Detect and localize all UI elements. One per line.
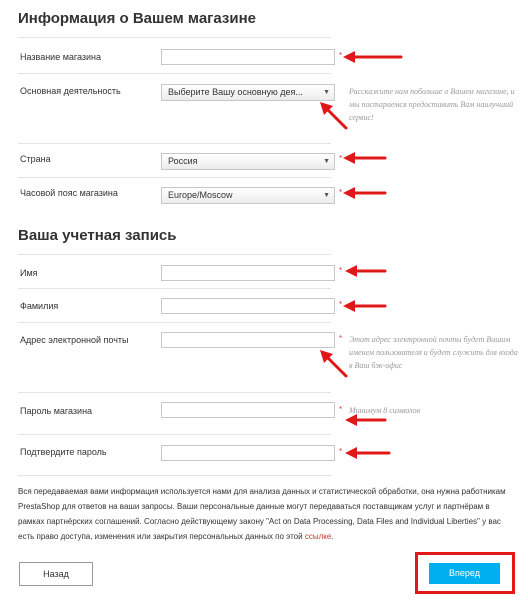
required-star: * xyxy=(339,154,343,163)
email-hint: Этот адрес электронной почты будет Вашим именем пользователя и будет служить для входа в Ваш бэк-офис xyxy=(349,335,518,370)
firstname-input[interactable] xyxy=(161,265,335,281)
privacy-notice xyxy=(18,484,513,544)
required-star: * xyxy=(339,447,343,456)
password-confirm-input[interactable] xyxy=(161,445,335,461)
red-arrow-icon xyxy=(318,100,350,132)
chevron-down-icon: ▼ xyxy=(323,192,330,199)
required-star: * xyxy=(339,334,343,343)
next-button[interactable]: Вперед xyxy=(429,563,500,584)
next-button-highlight xyxy=(415,552,515,594)
red-arrow-icon xyxy=(343,446,391,460)
activity-label: Основная деятельность xyxy=(20,86,121,96)
privacy-link[interactable]: ссылке xyxy=(304,532,332,541)
required-star: * xyxy=(339,51,343,60)
country-label: Страна xyxy=(20,154,51,164)
red-arrow-icon xyxy=(341,151,387,165)
lastname-input[interactable] xyxy=(161,298,335,314)
red-arrow-icon xyxy=(343,413,387,427)
password-hint: Минимум 8 символов xyxy=(349,406,421,415)
chevron-down-icon: ▼ xyxy=(323,158,330,165)
country-select-value: Россия xyxy=(168,156,198,166)
red-arrow-icon xyxy=(341,186,387,200)
required-star: * xyxy=(339,188,343,197)
country-select[interactable] xyxy=(161,153,335,170)
lastname-label: Фамилия xyxy=(20,301,59,311)
activity-hint: Расскажите нам побольше о Вашем магазине, и мы постараемся предоставить Вам наилучший сервис! xyxy=(349,87,515,122)
privacy-text: Вся передаваемая вами информация используется нами для анализа данных и статистической обработки, она нужна работникам PrestaShop для ответов на ваши запросы. Ваши персональные данные могут передаваться поставщикам услуг и партнёрам в рамках партнёрских соглашений. Согласно действующему закону "Act on Data Processing, Data Files and Individual Liberties" у вас есть право доступа, изменения или закрытия персональных данных по этой xyxy=(18,487,506,541)
activity-select-value: Выберите Вашу основную дея... xyxy=(168,87,303,97)
store-section-title: Информация о Вашем магазине xyxy=(18,10,257,27)
required-star: * xyxy=(339,405,343,414)
password-label: Пароль магазина xyxy=(20,406,93,416)
email-input[interactable] xyxy=(161,332,335,348)
shop-name-label: Название магазина xyxy=(20,52,102,62)
red-arrow-icon xyxy=(318,348,350,380)
chevron-down-icon: ▼ xyxy=(323,89,330,96)
required-star: * xyxy=(339,266,343,275)
password-confirm-label: Подтвердите пароль xyxy=(20,447,107,457)
activity-select[interactable] xyxy=(161,84,335,101)
timezone-select[interactable] xyxy=(161,187,335,204)
timezone-label: Часовой пояс магазина xyxy=(20,188,118,198)
privacy-tail: . xyxy=(331,532,334,541)
shop-name-input[interactable] xyxy=(161,49,335,65)
red-arrow-icon xyxy=(341,50,403,64)
account-section-title: Ваша учетная запись xyxy=(18,227,177,244)
red-arrow-icon xyxy=(341,299,387,313)
timezone-select-value: Europe/Moscow xyxy=(168,190,233,200)
back-button[interactable]: Назад xyxy=(19,562,93,586)
firstname-label: Имя xyxy=(20,268,38,278)
red-arrow-icon xyxy=(343,264,387,278)
email-label: Адрес электронной почты xyxy=(20,335,129,345)
password-input[interactable] xyxy=(161,402,335,418)
required-star: * xyxy=(339,300,343,309)
